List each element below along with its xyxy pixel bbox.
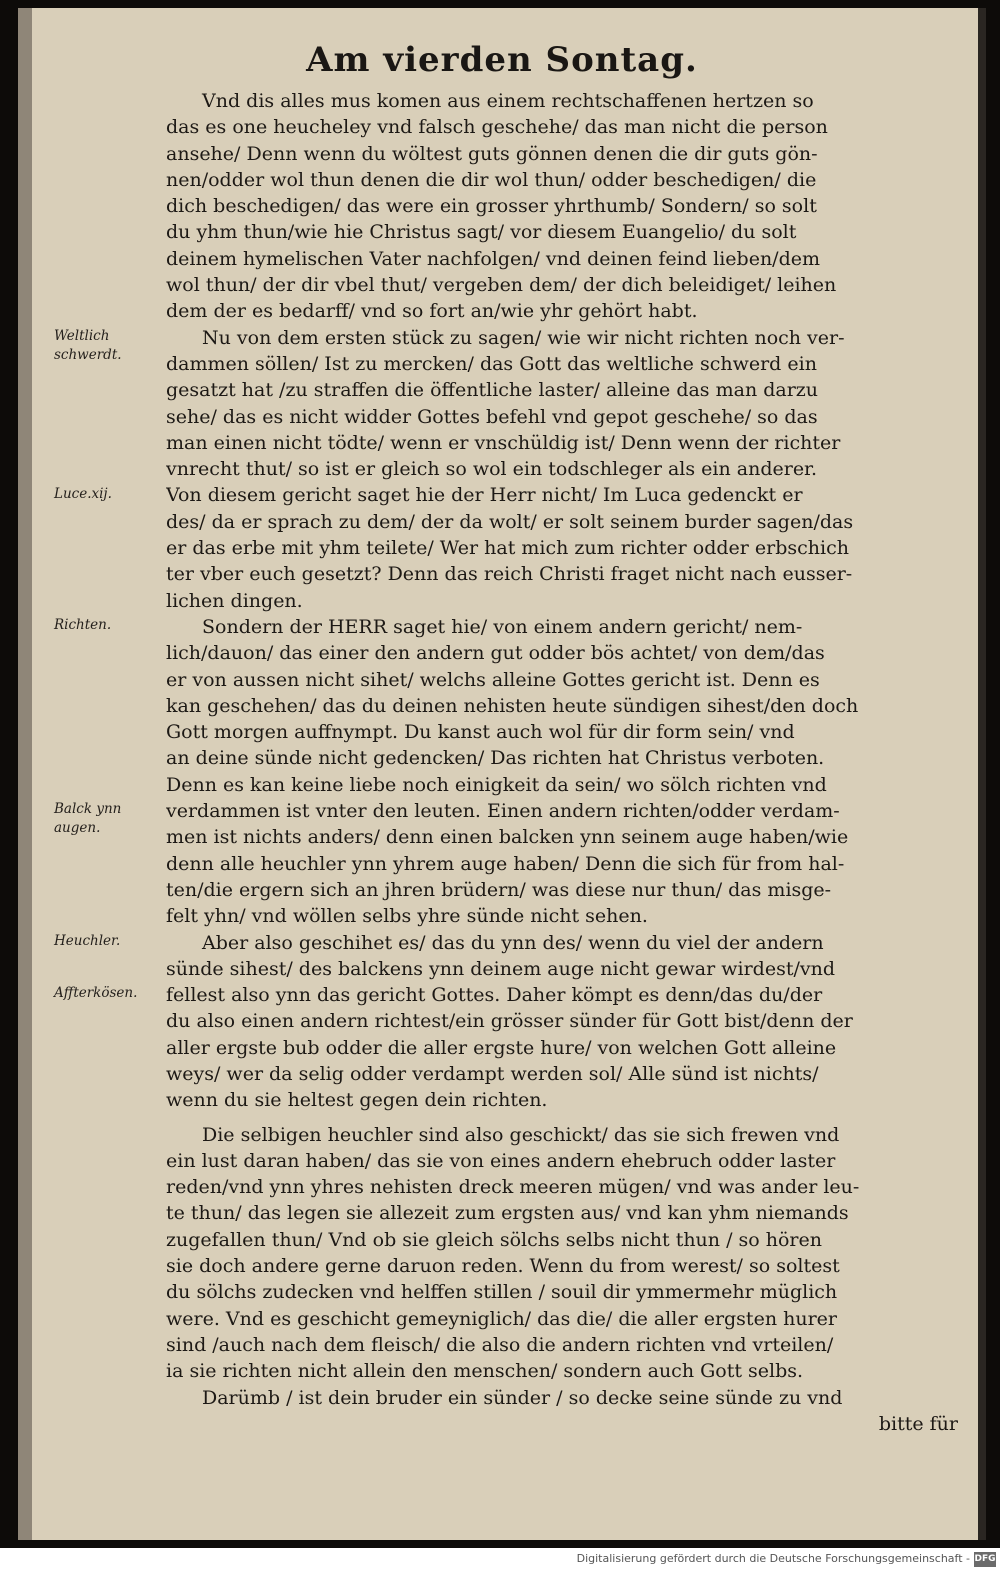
text-line: dammen söllen/ Ist zu mercken/ das Gott das weltliche schwerd ein bbox=[166, 352, 817, 375]
text-line: felt yhn/ vnd wöllen selbs yhre sünde nicht sehen. bbox=[166, 905, 648, 928]
paragraph-gap bbox=[166, 1114, 976, 1122]
text-line: bitte für bbox=[878, 1412, 958, 1435]
text-line: verdammen ist vnter den leuten. Einen andern richten/odder verdam- bbox=[166, 800, 840, 823]
page-gutter bbox=[18, 8, 32, 1540]
text-line: Vnd dis alles mus komen aus einem rechtschaffenen hertzen so bbox=[202, 90, 814, 112]
text-line: reden/vnd ynn yhres nehisten dreck meeren mügen/ vnd was ander leu- bbox=[166, 1176, 860, 1199]
text-line: Darümb / ist dein bruder ein sünder / so decke seine sünde zu vnd bbox=[202, 1386, 843, 1409]
text-line: vnrecht thut/ so ist er gleich so wol ein todschleger als ein anderer. bbox=[166, 458, 818, 481]
text-line: gesatzt hat /zu straffen die öffentliche laster/ alleine das man darzu bbox=[166, 379, 819, 402]
margin-note: Heuchler. bbox=[54, 932, 121, 949]
text-line: nen/odder wol thun denen die dir wol thun/ odder beschedigen/ die bbox=[166, 168, 817, 191]
text-line: Denn es kan keine liebe noch einigkeit da sein/ wo sölch richten vnd bbox=[166, 773, 827, 796]
text-line: ein lust daran haben/ das sie von eines andern ehebruch odder laster bbox=[166, 1149, 836, 1172]
page-title: Am vierden Sontag. bbox=[306, 40, 698, 80]
text-line: Von diesem gericht saget hie der Herr nicht/ Im Luca gedenckt er bbox=[166, 484, 803, 507]
text-line: Nu von dem ersten stück zu sagen/ wie wir nicht richten noch ver- bbox=[202, 326, 845, 349]
text-line: ansehe/ Denn wenn du wöltest guts gönnen denen die dir guts gön- bbox=[166, 142, 818, 165]
text-line: dem der es bedarff/ vnd so fort an/wie yhr gehört habt. bbox=[166, 300, 698, 323]
text-line: deinem hymelischen Vater nachfolgen/ vnd deinen feind lieben/dem bbox=[166, 247, 821, 270]
text-line: ten/die ergern sich an jhren brüdern/ was diese nur thun/ das misge- bbox=[166, 878, 832, 901]
digitization-footer bbox=[0, 1548, 1000, 1575]
text-line: wol thun/ der dir vbel thut/ vergeben dem/ der dich beleidiget/ leihen bbox=[166, 274, 837, 297]
text-line: were. Vnd es geschicht gemeyniglich/ das die/ die aller ergsten hurer bbox=[166, 1307, 837, 1330]
body-text bbox=[166, 88, 976, 1437]
text-line: Gott morgen auffnympt. Du kanst auch wol für dir form sein/ vnd bbox=[166, 721, 795, 744]
text-line: das es one heucheley vnd falsch geschehe/ das man nicht die person bbox=[166, 116, 828, 139]
text-line: du also einen andern richtest/ein grösser sünder für Gott bist/denn der bbox=[166, 1010, 853, 1033]
text-line: aller ergste bub odder die aller ergste hure/ von welchen Gott alleine bbox=[166, 1036, 837, 1059]
text-line: zugefallen thun/ Vnd ob sie gleich sölchs selbs nicht thun / so hören bbox=[166, 1228, 822, 1251]
text-line: du sölchs zudecken vnd helffen stillen / souil dir ymmermehr müglich bbox=[166, 1281, 838, 1304]
text-line: te thun/ das legen sie allezeit zum ergsten aus/ vnd kan yhm niemands bbox=[166, 1202, 849, 1225]
text-line: sünde sihest/ des balckens ynn deinem auge nicht gewar wirdest/vnd bbox=[166, 957, 836, 980]
text-line: du yhm thun/wie hie Christus sagt/ vor diesem Euangelio/ du solt bbox=[166, 221, 797, 244]
text-line: ter vber euch gesetzt? Denn das reich Christi fraget nicht nach eusser- bbox=[166, 563, 853, 586]
margin-note: Balck ynn augen. bbox=[54, 801, 122, 837]
margin-note: Affterkösen. bbox=[54, 985, 138, 1002]
text-line: an deine sünde nicht gedencken/ Das richten hat Christus verboten. bbox=[166, 747, 825, 770]
text-line: sind /auch nach dem fleisch/ die also die andern richten vnd vrteilen/ bbox=[166, 1333, 834, 1356]
text-line: Aber also geschihet es/ das du ynn des/ wenn du viel der andern bbox=[202, 931, 824, 954]
text-line: man einen nicht tödte/ wenn er vnschüldig ist/ Denn wenn der richter bbox=[166, 431, 841, 454]
text-line: lichen dingen. bbox=[166, 589, 303, 612]
text-line: denn alle heuchler ynn yhrem auge haben/ Denn die sich für from hal- bbox=[166, 852, 845, 875]
text-line: sie doch andere gerne daruon reden. Wenn du from werest/ so soltest bbox=[166, 1255, 840, 1278]
text-line: ia sie richten nicht allein den menschen/ sondern auch Gott selbs. bbox=[166, 1360, 804, 1383]
text-line: lich/dauon/ das einer den andern gut odder bös achtet/ von dem/das bbox=[166, 642, 825, 665]
text-line: men ist nichts anders/ denn einen balcken ynn seinem auge haben/wie bbox=[166, 826, 849, 849]
dfg-logo: DFG bbox=[974, 1552, 996, 1567]
text-line: er das erbe mit yhm teilete/ Wer hat mich zum richter odder erbschich bbox=[166, 537, 849, 560]
book-page bbox=[18, 8, 986, 1540]
text-line: wenn du sie heltest gegen dein richten. bbox=[166, 1089, 548, 1112]
text-line: kan geschehen/ das du deinen nehisten heute sündigen sihest/den doch bbox=[166, 694, 859, 717]
text-line: Die selbigen heuchler sind also geschickt/ das sie sich frewen vnd bbox=[202, 1123, 840, 1146]
text-line: weys/ wer da selig odder verdampt werden sol/ Alle sünd ist nichts/ bbox=[166, 1062, 819, 1085]
text-line: fellest also ynn das gericht Gottes. Daher kömpt es denn/das du/der bbox=[166, 984, 823, 1007]
text-line: Sondern der HERR saget hie/ von einem andern gericht/ nem- bbox=[202, 615, 803, 638]
text-line: sehe/ das es nicht widder Gottes befehl vnd gepot geschehe/ so das bbox=[166, 405, 818, 428]
text-line: er von aussen nicht sihet/ welchs alleine Gottes gericht ist. Denn es bbox=[166, 668, 820, 691]
text-line: des/ da er sprach zu dem/ der da wolt/ er solt seinem burder sagen/das bbox=[166, 510, 854, 533]
margin-note: Luce.xij. bbox=[54, 485, 112, 502]
margin-note: Weltlich schwerdt. bbox=[54, 327, 122, 363]
credit-text: Digitalisierung gefördert durch die Deutsche Forschungsgemeinschaft - bbox=[576, 1552, 970, 1565]
text-line: dich beschedigen/ das were ein grosser yhrthumb/ Sondern/ so solt bbox=[166, 195, 817, 218]
margin-note: Richten. bbox=[54, 617, 112, 633]
